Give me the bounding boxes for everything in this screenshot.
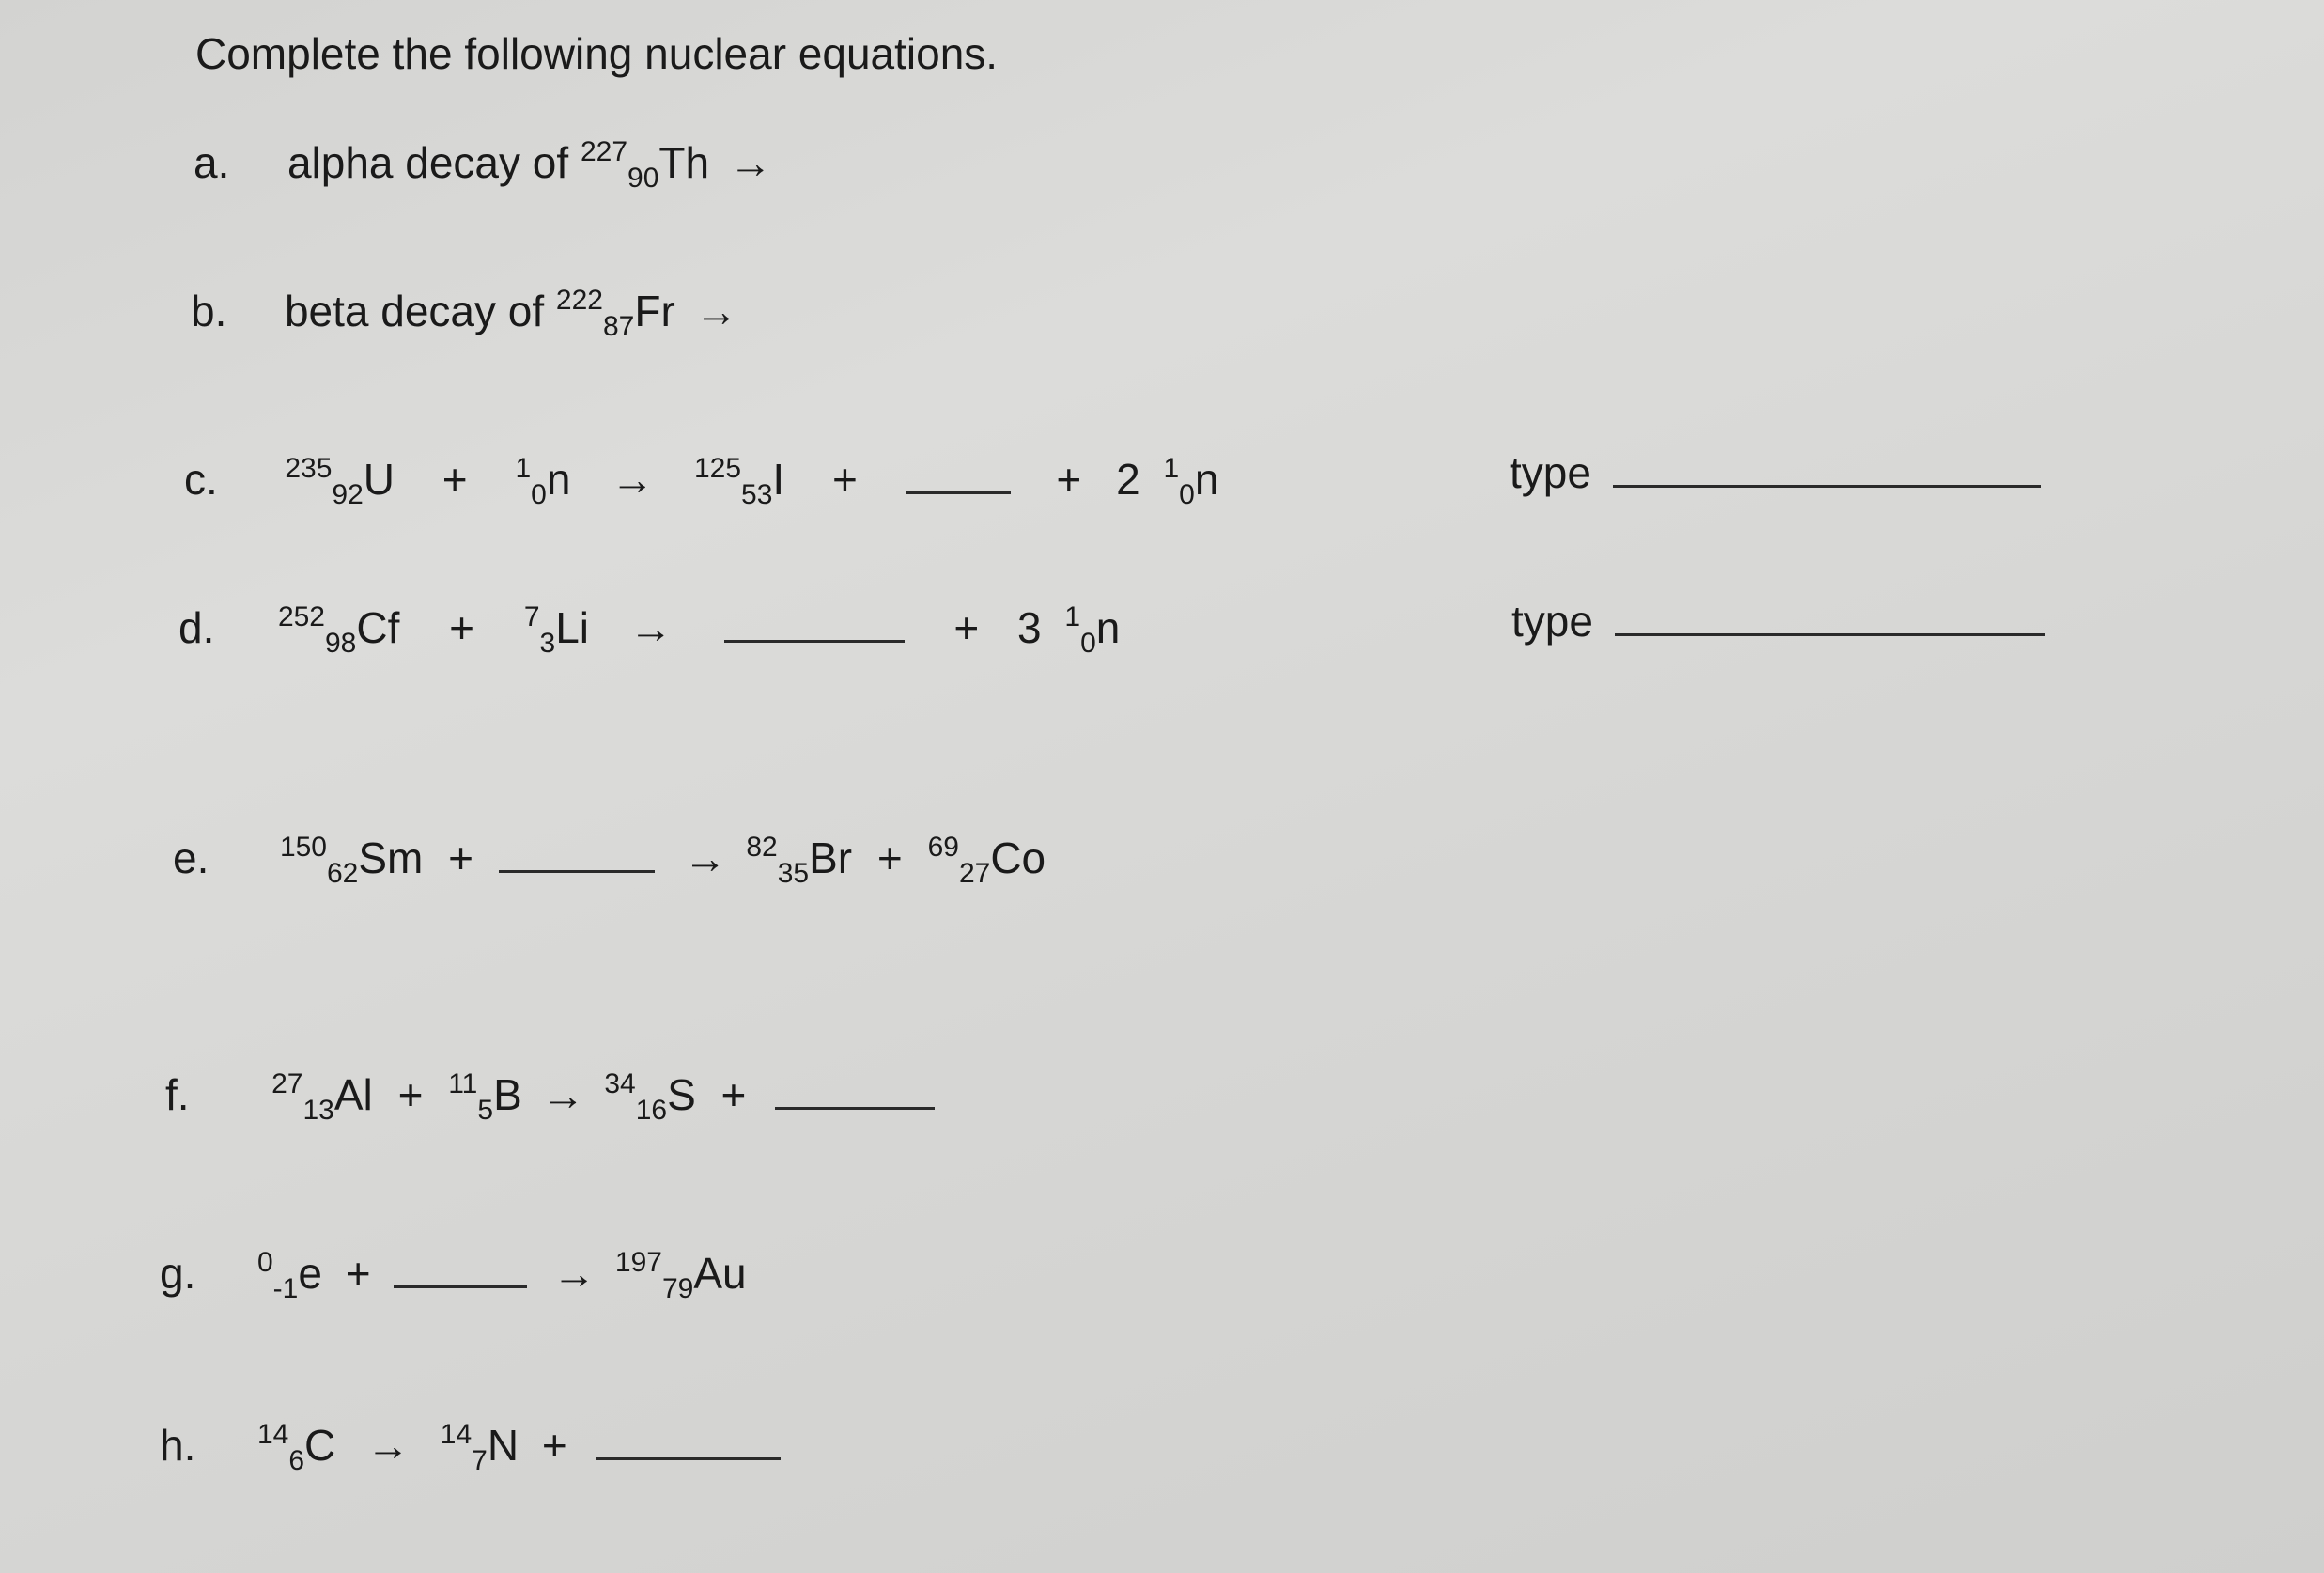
question-label: e. [173,833,209,882]
element-symbol: Au [693,1249,747,1298]
arrow-icon: → [552,1249,596,1298]
nuclide [448,1068,522,1126]
element-symbol: Co [990,833,1046,882]
atomic-number: 79 [661,1273,694,1304]
mass-number: 34 [604,1068,636,1099]
nuclide [555,285,675,342]
mass-number: 7 [523,601,540,632]
mass-number: 14 [440,1419,473,1450]
atomic-number: 0 [1179,479,1195,510]
mass-number: 252 [277,601,325,632]
question-b [191,285,746,342]
plus-sign: + [442,455,468,504]
atomic-number: 16 [635,1095,668,1126]
arrow-icon: → [628,603,673,652]
element-symbol: Sm [358,833,424,882]
atomic-number: 62 [327,858,359,889]
question-label: b. [191,287,227,335]
question-label: g. [160,1249,196,1298]
atomic-number: 5 [477,1095,494,1126]
mass-number: 1 [1163,453,1180,484]
nuclide [440,1419,519,1476]
mass-number: 227 [580,136,628,167]
nuclide [614,1247,747,1304]
question-label: a. [194,138,230,187]
nuclide [1163,453,1219,510]
question-a [194,136,780,194]
mass-number: 11 [448,1068,478,1099]
atomic-number: 3 [539,628,556,659]
mass-number: 197 [614,1247,662,1278]
question-h [160,1419,781,1476]
arrow-icon: → [541,1070,585,1119]
question-e [173,832,1046,889]
element-symbol: Li [555,603,589,652]
mass-number: 14 [256,1419,289,1450]
coefficient: 2 [1116,455,1140,504]
type-blank[interactable] [1615,626,2045,636]
answer-blank[interactable] [499,863,655,873]
type-blank[interactable] [1613,477,2041,488]
atomic-number: 90 [627,163,659,194]
type-field-d [1511,596,2045,646]
plus-sign: + [397,1070,424,1119]
nuclide [927,832,1046,889]
atomic-number: 53 [741,479,773,510]
question-g [160,1247,747,1304]
plus-sign: + [953,603,980,652]
element-symbol: B [493,1070,522,1119]
plus-sign: + [720,1070,747,1119]
plus-sign: + [876,833,903,882]
mass-number: 69 [927,832,959,863]
question-label: h. [160,1421,196,1470]
nuclide [515,453,571,510]
question-text: beta decay of [284,287,545,335]
question-d [178,601,1121,659]
page-title: Complete the following nuclear equations. [195,29,999,78]
nuclide [279,832,424,889]
answer-blank[interactable] [775,1099,935,1110]
mass-number: 235 [285,453,333,484]
nuclide [580,136,710,194]
element-symbol: U [363,455,395,504]
atomic-number: 0 [531,479,547,510]
answer-blank[interactable] [724,632,905,643]
atomic-number: 13 [302,1095,334,1126]
type-label: type [1510,448,1591,497]
plus-sign: + [449,603,475,652]
atomic-number: 98 [325,628,357,659]
atomic-number: 0 [1080,628,1096,659]
nuclide [523,601,589,659]
answer-blank[interactable] [906,484,1011,494]
question-label: c. [184,455,218,504]
arrow-icon: → [683,833,727,882]
plus-sign: + [831,455,858,504]
question-f [165,1068,935,1126]
plus-sign: + [541,1421,567,1470]
atomic-number: 7 [472,1445,488,1476]
nuclide [256,1419,336,1476]
element-symbol: I [772,455,785,504]
atomic-number: 92 [332,479,364,510]
answer-blank[interactable] [394,1278,527,1288]
question-c [184,453,1219,510]
element-symbol: n [1095,603,1121,652]
nuclide [1064,601,1121,659]
mass-number: 82 [746,832,778,863]
type-label: type [1511,597,1593,646]
question-label: d. [178,603,215,652]
element-symbol: Fr [634,287,675,335]
mass-number: 27 [271,1068,303,1099]
nuclide [256,1247,322,1304]
nuclide [693,453,785,510]
plus-sign: + [345,1249,371,1298]
element-symbol: Al [333,1070,373,1119]
question-text: alpha decay of [287,138,569,187]
element-symbol: Th [658,138,710,187]
element-symbol: N [487,1421,519,1470]
element-symbol: Cf [356,603,400,652]
element-symbol: n [546,455,571,504]
element-symbol: C [304,1421,336,1470]
element-symbol: e [298,1249,322,1298]
mass-number: 1 [1064,601,1081,632]
element-symbol: Br [809,833,853,882]
nuclide [604,1068,696,1126]
arrow-icon: → [694,287,738,335]
atomic-number: 27 [958,858,991,889]
plus-sign: + [1056,455,1082,504]
nuclide [746,832,853,889]
mass-number: 1 [515,453,532,484]
arrow-icon: → [366,1421,411,1470]
atomic-number: 6 [288,1445,304,1476]
type-field-c [1510,447,2041,498]
atomic-number: 35 [777,858,810,889]
element-symbol: S [667,1070,696,1119]
mass-number: 150 [279,832,327,863]
nuclide [277,601,400,659]
mass-number: 0 [256,1247,273,1278]
nuclide [285,453,395,510]
arrow-icon: → [611,455,655,504]
atomic-number: 87 [602,311,635,342]
nuclide [271,1068,373,1126]
mass-number: 222 [555,285,603,316]
element-symbol: n [1194,455,1219,504]
plus-sign: + [448,833,474,882]
answer-blank[interactable] [596,1450,781,1460]
coefficient: 3 [1017,603,1042,652]
mass-number: 125 [693,453,742,484]
atomic-number: -1 [272,1273,299,1304]
arrow-icon: → [728,138,772,187]
question-label: f. [165,1070,190,1119]
